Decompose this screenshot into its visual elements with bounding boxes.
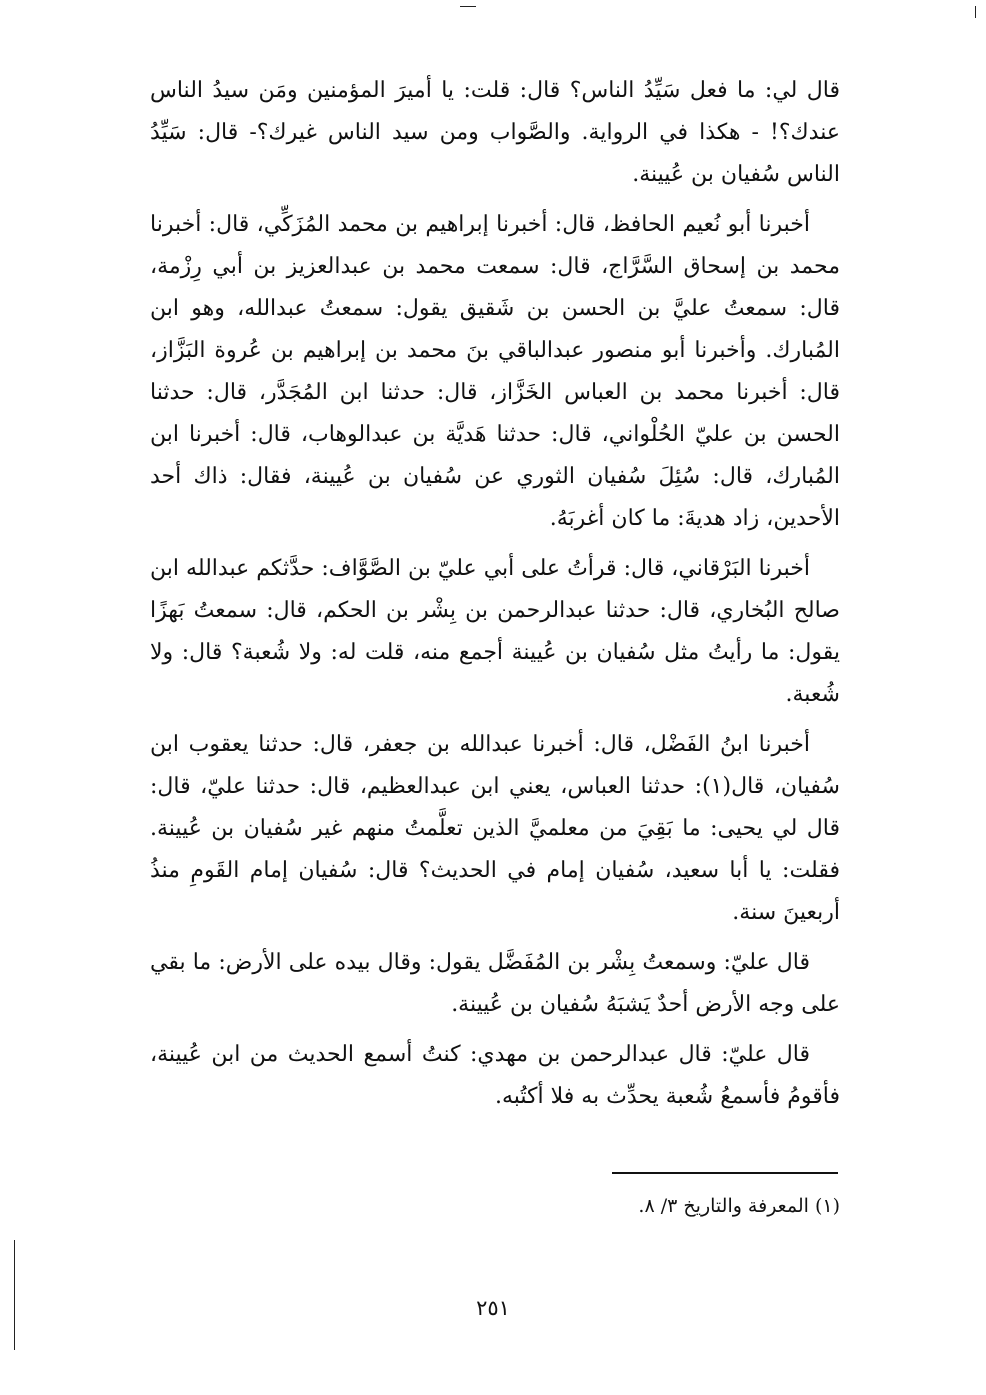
page-number: ٢٥١ xyxy=(476,1296,510,1320)
paragraph-1: قال لي: ما فعل سَيِّدُ الناس؟ قال: قلت: يا أميرَ المؤمنين ومَن سيدُ الناس عندك؟! - هكذا في الرواية. والصَّواب ومن سيد الناس غيرك؟- قال: سَيِّدُ الناس سُفيان بن عُيينة. xyxy=(150,78,840,187)
paragraph-6: قال عليّ: قال عبدالرحمن بن مهدي: كنتُ أسمع الحديث من ابن عُيينة، فأقومُ فأسمعُ شُعبة يحدِّث به فلا أكتُبه. xyxy=(150,1042,840,1109)
scan-mark-top-right xyxy=(975,6,976,18)
main-text xyxy=(150,70,840,1126)
paragraph-2: أخبرنا أبو نُعيم الحافظ، قال: أخبرنا إبراهيم بن محمد المُزَكِّي، قال: أخبرنا محمد بن إسحاق السَّرَّاج، قال: سمعت محمد بن عبدالعزيز بن أبي رِزْمة، قال: سمعتُ عليَّ بن الحسن بن شَقيق يقول: سمعتُ عبدالله، وهو ابن المُبارك. وأخبرنا أبو منصور عبدالباقي بنَ محمد بن إبراهيم بن عُروة البَزَّاز، قال: أخبرنا محمد بن العباس الخَزَّاز، قال: حدثنا ابن المُجَدَّر، قال: حدثنا الحسن بن عليّ الحُلْواني، قال: حدثنا هَديَّة بن عبدالوهاب، قال: أخبرنا ابن المُبارك، قال: سُئِلَ سُفيان الثوري عن سُفيان بن عُيينة، فقال: ذاك أحد الأحدين، زاد هديةَ: ما كان أغربَهُ. xyxy=(150,212,840,531)
paragraph-3: أخبرنا البَرْقاني، قال: قرأتُ على أبي عليّ بن الصَّوَّاف: حدَّثكم عبدالله ابن صالح البُخاري، قال: حدثنا عبدالرحمن بن بِشْر بن الحكم، قال: سمعتُ بَهزًا يقول: ما رأيتُ مثل سُفيان بن عُيينة أجمع منه، قلت له: ولا شُعبة؟ قال: ولا شُعبة. xyxy=(150,556,840,707)
paragraph-5: قال عليّ: وسمعتُ بِشْر بن المُفَضَّل يقول: وقال بيده على الأرض: ما بقي على وجه الأرض أحدٌ يَشبَهُ سُفيان بن عُيينة. xyxy=(150,950,840,1017)
footnote-divider xyxy=(612,1172,838,1174)
paragraph-4: أخبرنا ابنُ الفَضْل، قال: أخبرنا عبدالله بن جعفر، قال: حدثنا يعقوب ابن سُفيان، قال(١): حدثنا العباس، يعني ابن عبدالعظيم، قال: حدثنا عليّ، قال: قال لي يحيى: ما بَقِيَ من معلميَّ الذين تعلَّمتُ منهم غير سُفيان بن عُيينة. فقلت: يا أبا سعيد، سُفيان إمام في الحديث؟ قال: سُفيان إمام القَومِ منذُ أربعينَ سنة. xyxy=(150,732,840,925)
scan-mark-top-left xyxy=(460,6,476,7)
footnote: (١) المعرفة والتاريخ ٣/ ٨. xyxy=(638,1195,840,1217)
